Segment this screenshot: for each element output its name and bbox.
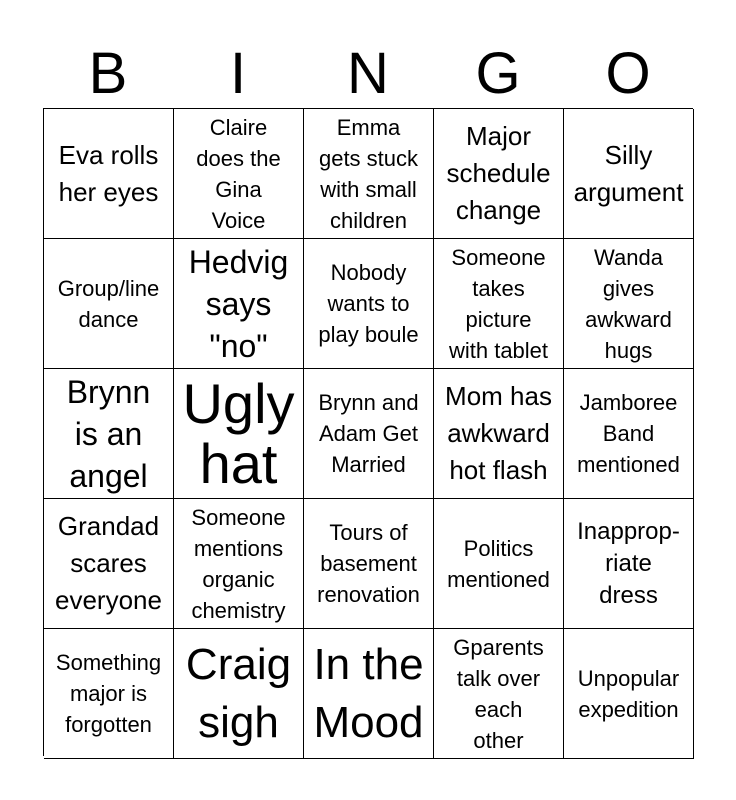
cell-text: Wanda gives awkward hugs	[585, 244, 672, 363]
bingo-cell[interactable]	[174, 109, 304, 239]
cell-text: Mom has awkward hot flash	[445, 381, 552, 485]
bingo-cell[interactable]	[44, 239, 174, 369]
bingo-cell[interactable]	[44, 499, 174, 629]
bingo-cell[interactable]	[44, 109, 174, 239]
cell-text: Eva rolls her eyes	[58, 139, 159, 207]
bingo-cell[interactable]	[564, 369, 694, 499]
bingo-cell[interactable]	[564, 239, 694, 369]
bingo-cell[interactable]	[434, 239, 564, 369]
cell-text: Something major is forgotten	[55, 650, 162, 737]
header-letter-n: N	[347, 41, 389, 106]
header-letter-g: G	[475, 41, 521, 106]
cell-text: Someone mentions organic chemistry	[191, 504, 286, 623]
cell-text: Inapprop- riate dress	[577, 517, 680, 609]
cell-text: Tours of basement renovation	[317, 520, 420, 607]
cell-text: Hedvig says "no"	[188, 243, 289, 364]
bingo-cell[interactable]	[434, 499, 564, 629]
cell-text: In the Mood	[313, 639, 424, 747]
bingo-cell[interactable]	[434, 369, 564, 499]
cell-text: Unpopular expedition	[577, 665, 680, 722]
bingo-cell[interactable]	[434, 629, 564, 759]
cell-text: Jamboree Band mentioned	[577, 390, 680, 477]
cell-text: Craig sigh	[185, 639, 292, 747]
bingo-cell[interactable]	[174, 369, 304, 499]
cell-text: Gparents talk over each other	[453, 634, 544, 753]
bingo-cell[interactable]	[564, 629, 694, 759]
bingo-cell[interactable]	[174, 499, 304, 629]
cell-text: Brynn and Adam Get Married	[318, 390, 419, 477]
bingo-cell[interactable]	[304, 499, 434, 629]
cell-text: Brynn is an angel	[66, 373, 151, 494]
bingo-cell[interactable]	[44, 369, 174, 499]
header-letter-o: O	[605, 41, 651, 106]
bingo-cell[interactable]	[304, 369, 434, 499]
cell-text: Major schedule change	[446, 121, 551, 225]
cell-text: Grandad scares everyone	[55, 511, 162, 615]
cell-text: Claire does the Gina Voice	[196, 114, 281, 233]
cell-text: Silly argument	[573, 139, 684, 207]
bingo-cell[interactable]	[174, 239, 304, 369]
cell-text: Ugly hat	[182, 371, 295, 495]
bingo-cell[interactable]	[44, 629, 174, 759]
bingo-cell[interactable]	[434, 109, 564, 239]
bingo-cell[interactable]	[564, 499, 694, 629]
bingo-board	[43, 108, 693, 756]
bingo-cell[interactable]	[304, 629, 434, 759]
cell-text: Someone takes picture with tablet	[448, 244, 549, 363]
header-letter-b: B	[88, 41, 128, 106]
bingo-cell[interactable]	[304, 109, 434, 239]
cell-text: Emma gets stuck with small children	[318, 114, 419, 233]
bingo-cell[interactable]	[564, 109, 694, 239]
bingo-cell[interactable]	[174, 629, 304, 759]
bingo-header	[43, 40, 693, 108]
header-letter-i: I	[229, 41, 247, 106]
cell-text: Politics mentioned	[447, 535, 550, 592]
cell-text: Group/line dance	[57, 275, 160, 332]
cell-text: Nobody wants to play boule	[318, 260, 419, 347]
bingo-cell[interactable]	[304, 239, 434, 369]
